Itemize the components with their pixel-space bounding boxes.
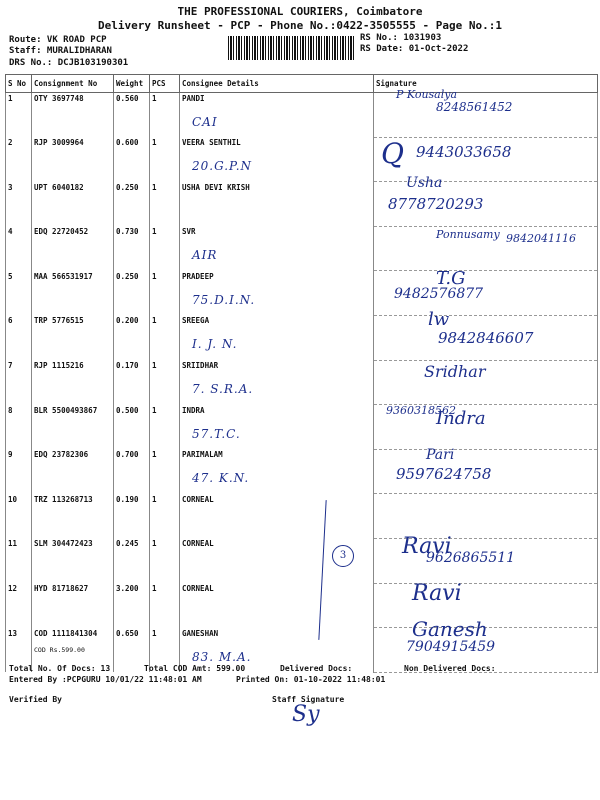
consignee-name: PANDI xyxy=(182,94,205,103)
consignee-name: SRIIDHAR xyxy=(182,361,219,371)
handwritten-address: 83. M.A. xyxy=(192,649,252,664)
weight: 0.250 xyxy=(114,271,150,316)
table-header-row xyxy=(6,75,598,93)
pieces: 1 xyxy=(150,449,180,494)
signature-cell xyxy=(374,360,598,405)
pieces: 1 xyxy=(150,628,180,673)
signature-cell xyxy=(374,308,598,360)
serial-number: 4 xyxy=(6,226,32,271)
consignee-name: USHA DEVI KRISH xyxy=(182,182,250,192)
table-row xyxy=(6,137,598,182)
rs-number: RS No.: 1031903 xyxy=(360,33,442,43)
signature-cell xyxy=(374,88,598,138)
signature-cell xyxy=(374,533,598,583)
signature-cell xyxy=(374,405,598,450)
consignment-cell xyxy=(32,315,114,360)
column-header: S No xyxy=(6,75,32,93)
handwritten-address: 7. S.R.A. xyxy=(192,382,254,397)
table-row xyxy=(6,360,598,405)
document-title: THE PROFESSIONAL COURIERS, Coimbatore xyxy=(177,5,423,18)
consignment-cell xyxy=(32,182,114,227)
cod-amount: COD Rs.599.00 xyxy=(34,645,85,654)
handwritten-address: AIR xyxy=(192,248,218,263)
serial-number: 13 xyxy=(6,628,32,673)
runsheet-table xyxy=(5,74,598,673)
table-row xyxy=(6,226,598,271)
serial-number: 12 xyxy=(6,583,32,628)
handwritten-signature: Ganesh xyxy=(412,617,488,642)
consignment-cell xyxy=(32,360,114,405)
handwritten-signature: Ravi xyxy=(412,580,462,606)
table-row xyxy=(6,271,598,316)
serial-number: 2 xyxy=(6,137,32,182)
handwritten-phone: 9482576877 xyxy=(394,286,484,303)
consignee-name: CORNEAL xyxy=(182,539,214,549)
consignee-name: PARIMALAM xyxy=(182,450,223,460)
non-delivered-docs: Non Delivered Docs: xyxy=(404,664,496,673)
handwritten-address: 57.T.C. xyxy=(192,426,241,441)
consignee-cell xyxy=(180,449,374,494)
consignment-number: SLM 304472423 xyxy=(34,539,93,549)
circled-number: 3 xyxy=(332,545,354,567)
table-row xyxy=(6,449,598,494)
pieces: 1 xyxy=(150,360,180,405)
consignee-name: GANESHAN xyxy=(182,628,219,638)
consignment-number: MAA 566531917 xyxy=(34,271,93,281)
pieces: 1 xyxy=(150,538,180,583)
total-docs: Total No. Of Docs: 13 xyxy=(9,664,111,673)
pieces: 1 xyxy=(150,315,180,360)
table-row xyxy=(6,538,598,583)
handwritten-signature: Ravi xyxy=(402,533,452,559)
consignment-number: COD 1111841304 xyxy=(34,628,98,638)
pieces: 1 xyxy=(150,271,180,316)
consignment-cell xyxy=(32,93,114,138)
handwritten-phone: 9360318562 xyxy=(386,404,456,418)
barcode xyxy=(228,36,356,60)
column-header: PCS xyxy=(150,75,180,93)
drs-label: DRS No.: DCJB103190301 xyxy=(9,58,129,68)
handwritten-phone: 9626865511 xyxy=(426,549,516,566)
pieces: 1 xyxy=(150,93,180,138)
consignee-cell xyxy=(180,494,374,539)
table-row xyxy=(6,583,598,628)
consignment-cell xyxy=(32,538,114,583)
serial-number: 9 xyxy=(6,449,32,494)
consignee-name: CORNEAL xyxy=(182,494,214,504)
verified-by-label: Verified By xyxy=(9,695,62,704)
consignment-cell xyxy=(32,494,114,539)
staff-signature-mark: Sy xyxy=(292,702,320,727)
handwritten-signature: Q xyxy=(381,136,404,170)
consignee-name: SREEGA xyxy=(182,316,210,326)
serial-number: 6 xyxy=(6,315,32,360)
consignment-number: RJP 3009964 xyxy=(34,138,84,148)
serial-number: 10 xyxy=(6,494,32,539)
pieces: 1 xyxy=(150,494,180,539)
signature-cell xyxy=(374,268,598,316)
handwritten-address: CAI xyxy=(192,115,218,129)
table-row xyxy=(6,494,598,539)
consignee-cell xyxy=(180,182,374,227)
table-row xyxy=(6,182,598,227)
handwritten-signature: lw xyxy=(428,308,450,330)
handwritten-phone: 8248561452 xyxy=(436,100,513,114)
handwritten-address: 75.D.I.N. xyxy=(192,292,256,307)
consignee-cell xyxy=(180,583,374,628)
total-cod: Total COD Amt: 599.00 xyxy=(144,664,246,673)
weight: 0.700 xyxy=(114,449,150,494)
column-header: Weight xyxy=(114,75,150,93)
consignee-name: VEERA SENTHIL xyxy=(182,138,241,148)
consignment-number: HYD 81718627 xyxy=(34,584,89,594)
consignee-cell xyxy=(180,226,374,271)
consignee-cell xyxy=(180,360,374,405)
consignment-number: UPT 6040182 xyxy=(34,182,84,192)
table-row xyxy=(6,405,598,450)
consignee-name: SVR xyxy=(182,227,196,237)
column-header: Consignee Details xyxy=(180,75,374,93)
consignee-name: INDRA xyxy=(182,405,205,415)
staff-signature-label: Staff Signature xyxy=(272,695,345,704)
signature-cell xyxy=(374,446,598,494)
weight: 0.170 xyxy=(114,360,150,405)
consignment-cell xyxy=(32,226,114,271)
route-label: Route: VK ROAD PCP xyxy=(9,35,107,45)
consignee-name: PRADEEP xyxy=(182,271,214,281)
handwritten-signature: Usha xyxy=(406,175,443,192)
consignee-cell xyxy=(180,271,374,316)
document-subtitle: Delivery Runsheet - PCP - Phone No.:0422-3505555 - Page No.:1 xyxy=(98,19,502,32)
consignment-number: EDQ 22720452 xyxy=(34,227,89,237)
entered-by: Entered By :PCPGURU 10/01/22 11:48:01 AM xyxy=(9,675,202,684)
weight: 0.250 xyxy=(114,182,150,227)
pieces: 1 xyxy=(150,182,180,227)
weight: 0.190 xyxy=(114,494,150,539)
printed-on: Printed On: 01-10-2022 11:48:01 xyxy=(236,675,386,684)
weight: 0.560 xyxy=(114,93,150,138)
handwritten-signature: Sridhar xyxy=(424,361,486,381)
weight: 3.200 xyxy=(114,583,150,628)
consignment-number: OTY 3697748 xyxy=(34,94,84,103)
serial-number: 11 xyxy=(6,538,32,583)
consignment-cell xyxy=(32,405,114,450)
pieces: 1 xyxy=(150,137,180,182)
consignee-cell xyxy=(180,137,374,182)
signature-cell xyxy=(374,494,598,539)
handwritten-phone: 9842846607 xyxy=(438,328,534,347)
weight: 0.245 xyxy=(114,538,150,583)
consignment-number: RJP 1115216 xyxy=(34,361,84,371)
consignment-cell xyxy=(32,449,114,494)
handwritten-phone: 9597624758 xyxy=(396,464,492,483)
weight: 0.200 xyxy=(114,315,150,360)
column-header: Signature xyxy=(374,75,598,93)
handwritten-signature: T.G xyxy=(436,268,466,290)
consignee-cell xyxy=(180,93,374,138)
consignee-cell xyxy=(180,405,374,450)
handwritten-signature: Indra xyxy=(436,408,486,430)
column-header: Consignment No xyxy=(32,75,114,93)
serial-number: 1 xyxy=(6,93,32,138)
handwritten-signature: Ponnusamy xyxy=(436,227,500,241)
serial-number: 3 xyxy=(6,182,32,227)
weight: 0.650 xyxy=(114,628,150,673)
delivered-docs: Delivered Docs: xyxy=(280,664,353,673)
handwritten-phone: 9842041116 xyxy=(506,231,576,245)
handwritten-address: 47. K.N. xyxy=(192,471,250,486)
consignment-cell xyxy=(32,271,114,316)
weight: 0.600 xyxy=(114,137,150,182)
handwritten-phone: 9443033658 xyxy=(416,142,512,161)
consignment-number: TRZ 113268713 xyxy=(34,494,93,504)
weight: 0.730 xyxy=(114,226,150,271)
table-row xyxy=(6,315,598,360)
serial-number: 5 xyxy=(6,271,32,316)
serial-number: 7 xyxy=(6,360,32,405)
consignee-cell xyxy=(180,315,374,360)
staff-label: Staff: MURALIDHARAN xyxy=(9,46,112,56)
handwritten-phone: 8778720293 xyxy=(388,195,484,214)
handwritten-address: I. J. N. xyxy=(192,337,238,352)
handwritten-signature: P Kousalya xyxy=(396,88,458,101)
signature-cell xyxy=(374,226,598,271)
pieces: 1 xyxy=(150,405,180,450)
handwritten-address: 20.G.P.N xyxy=(192,159,253,174)
pieces: 1 xyxy=(150,583,180,628)
consignment-cell xyxy=(32,137,114,182)
rs-date: RS Date: 01-Oct-2022 xyxy=(360,44,469,54)
handwritten-phone: 7904915459 xyxy=(406,639,496,656)
consignment-number: BLR 5500493867 xyxy=(34,405,98,415)
weight: 0.500 xyxy=(114,405,150,450)
signature-cell xyxy=(374,175,598,227)
consignment-cell xyxy=(32,583,114,628)
consignee-name: CORNEAL xyxy=(182,584,214,594)
serial-number: 8 xyxy=(6,405,32,450)
pieces: 1 xyxy=(150,226,180,271)
handwritten-signature: Pari xyxy=(426,446,455,463)
table-row xyxy=(6,93,598,138)
consignment-number: TRP 5776515 xyxy=(34,316,84,326)
consignment-number: EDQ 23782306 xyxy=(34,450,89,460)
